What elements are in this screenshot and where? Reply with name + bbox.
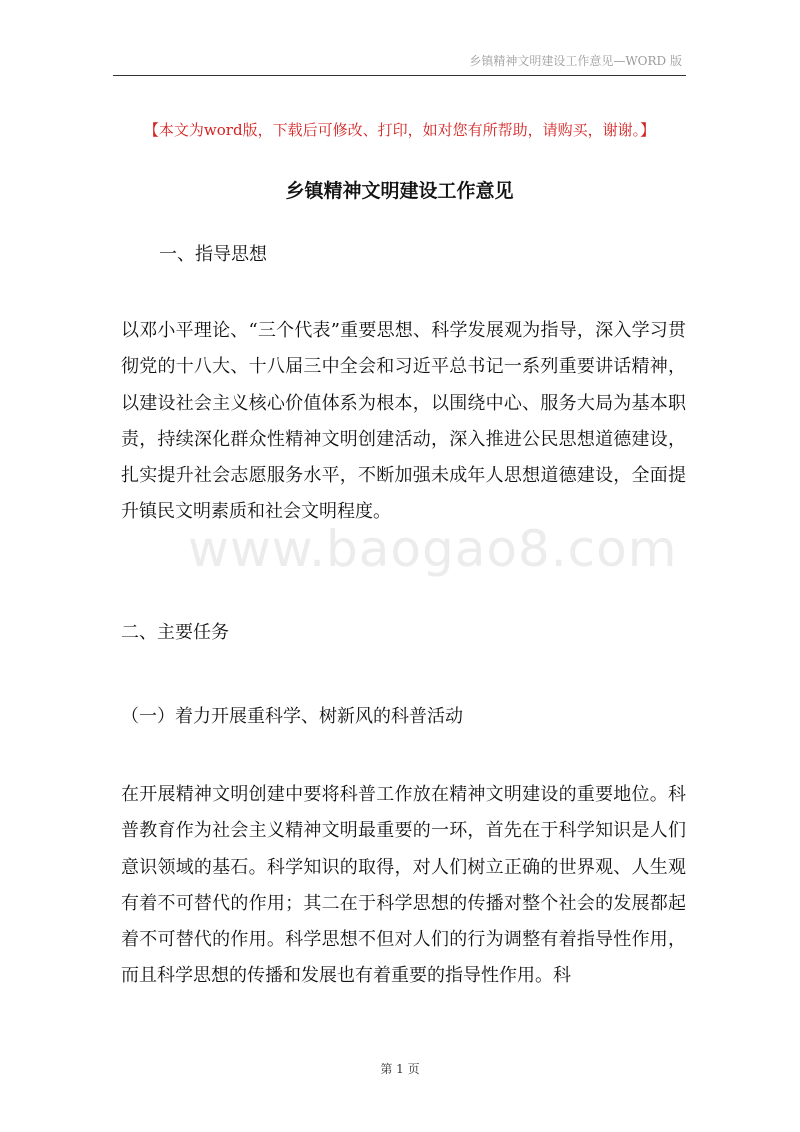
subsection-heading-science: （一）着力开展重科学、树新风的科普活动 — [121, 706, 463, 727]
paragraph-guiding-thought: 以邓小平理论、“三个代表”重要思想、科学发展观为指导，深入学习贯彻党的十八大、十八届三中全会和习近平总书记一系列重要讲话精神，以建设社会主义核心价值体系为根本，以围绕中心、服务大局为基本职责，持续深化群众性精神文明创建活动，深入推进公民思想道德建设，扎实提升社会志愿服务水平，不断加强未成年人思想道德建设，全面提升镇民文明素质和社会文明程度。 — [121, 320, 686, 523]
paragraph-science: 在开展精神文明创建中要将科普工作放在精神文明建设的重要地位。科普教育作为社会主义精神文明最重要的一环，首先在于科学知识是人们意识领域的基石。科学知识的取得，对人们树立正确的世界观、人生观有着不可替代的作用；其二在于科学思想的传播对整个社会的发展都起着不可替代的作用。科学思想不但对人们的行为调整有着指导性作用，而且科学思想的传播和发展也有着重要的指导性作用。科 — [121, 784, 686, 987]
running-header: 乡镇精神文明建设工作意见—WORD 版 — [469, 54, 682, 68]
header-divider — [113, 75, 686, 76]
page-number: 第 1 页 — [380, 1062, 420, 1076]
document-title: 乡镇精神文明建设工作意见 — [285, 180, 514, 202]
section-heading-main-tasks: 二、主要任务 — [121, 622, 229, 643]
section-heading-guiding-thought: 一、指导思想 — [159, 244, 267, 265]
purchase-notice: 【本文为word版，下载后可修改、打印，如对您有所帮助，请购买，谢谢。】 — [143, 121, 656, 139]
watermark: www.baogao8.com — [188, 520, 678, 578]
